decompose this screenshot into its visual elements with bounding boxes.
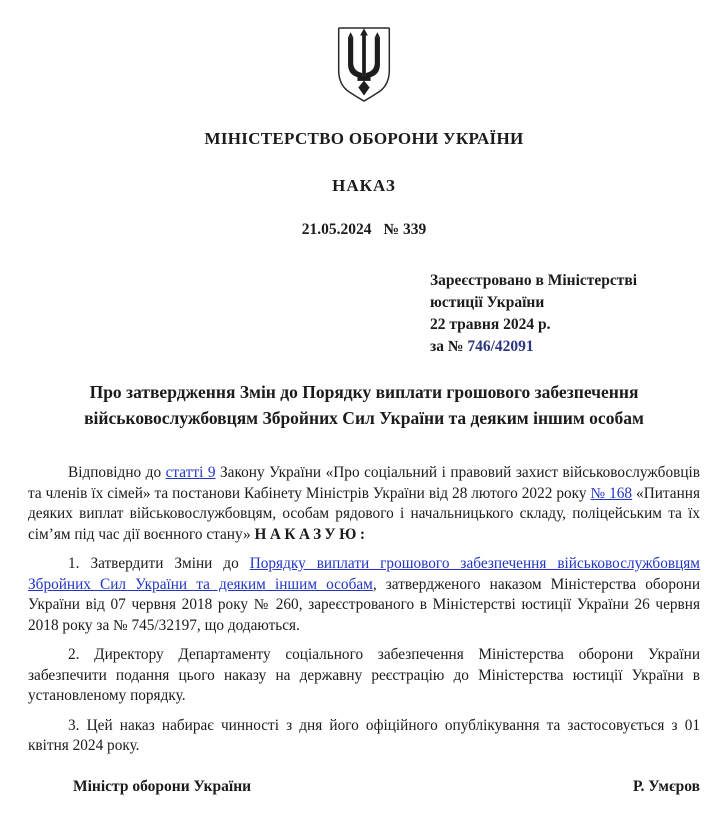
item-1-text-1: 1. Затвердити Зміни до (68, 555, 250, 572)
preamble-text-1: Відповідно до (68, 464, 166, 481)
preamble-text-3: «Питання деяких виплат військовослужбовцям, особам рядового і начальницького складу, поліцейським та їх сім’ям під час дії воєнного стану» (28, 484, 701, 543)
link-resolution-168[interactable]: № 168 (590, 484, 633, 502)
item-1-paragraph (28, 554, 700, 636)
decree-word: НАКАЗУЮ: (254, 525, 369, 543)
registration-number-link[interactable]: 746/42091 (467, 338, 534, 355)
ministry-name: МІНІСТЕРСТВО ОБОРОНИ УКРАЇНИ (204, 129, 524, 148)
registration-line-4 (430, 336, 700, 358)
ukraine-trident-emblem-icon (334, 25, 394, 104)
preamble-paragraph (28, 463, 700, 545)
registration-block (430, 270, 700, 358)
item-1-text-2: , затвердженого наказом Міністерства оборони України від 07 червня 2018 року № 260, зареєстрованого в Міністерстві юстиції України 26 червня 2018 року за № 745/32197, що додаються. (28, 575, 701, 634)
order-title: Про затвердження Змін до Порядку виплати грошового забезпечення військовослужбовцям Збройних Сил України та деяким іншим особам (84, 382, 644, 428)
document-type-heading: НАКАЗ (332, 176, 396, 195)
registration-line-3: 22 травня 2024 р. (430, 316, 551, 333)
link-payment-procedure[interactable]: Порядку виплати грошового забезпечення військовослужбовцям Збройних Сил України та деяким іншим особам (28, 555, 700, 593)
order-date: 21.05.2024 (301, 221, 372, 238)
signatory-position: Міністр оборони України (73, 777, 252, 795)
date-number-line (28, 221, 700, 239)
link-article-9[interactable]: статті 9 (165, 464, 216, 481)
item-2-paragraph: 2. Директору Департаменту соціального забезпечення Міністерства оборони України забезпечити подання цього наказу на державну реєстрацію до Міністерства юстиції України в установленому порядку. (28, 646, 700, 704)
signature-row (28, 778, 700, 796)
registration-number-prefix: за № (430, 338, 468, 355)
order-body (28, 463, 700, 757)
signatory-name: Р. Умєров (633, 777, 700, 795)
item-3-paragraph: 3. Цей наказ набирає чинності з дня його офіційного опублікування та застосовується з 01 квітня 2024 року. (28, 716, 700, 754)
registration-line-1: Зареєстровано в Міністерстві (430, 272, 638, 289)
trident-glyph (348, 28, 380, 95)
registration-line-2: юстиції України (430, 294, 545, 311)
order-number: № 339 (383, 221, 427, 238)
preamble-text-2: Закону України «Про соціальний і правовий захист військовослужбовців та членів їх сімей» та постанови Кабінету Міністрів України від 28 лютого 2022 року (28, 464, 700, 502)
